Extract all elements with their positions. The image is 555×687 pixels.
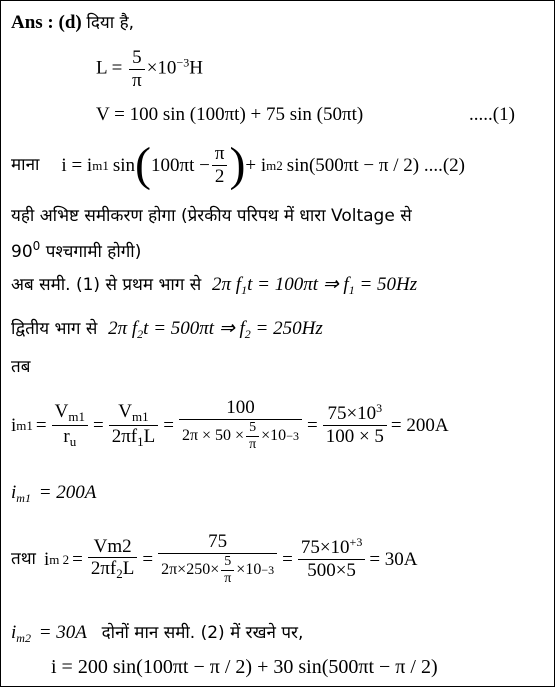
fraction-100-over-expr: 100 2π × 50 × $\frac{5}{\pi}$ ×10 −3: [179, 397, 302, 453]
mana-label: माना: [11, 154, 40, 175]
text-line-1: यही अभिष्ट समीकरण होगा (प्रेरकीय परिपथ में धारा Voltage से: [11, 206, 412, 226]
fraction-75e3-over-2500: $\frac{75\times 10^{+3}}{500\times 5}$: [298, 536, 366, 582]
fraction-5-over-pi: $\frac{5}{\pi}$: [129, 47, 145, 92]
given-label: दिया है,: [86, 13, 135, 33]
im2-line: $i_{m2} = 30A$ दोनों मान समी. (2) में रखने पर,: [11, 622, 304, 645]
f1-line: अब समी. (1) से प्रथम भाग से 2π $f_1t = 100\pi t$ ⇒ $f_1 = 50Hz$: [11, 274, 418, 297]
equation-V: V = 100 sin (100πt) + 75 sin (50πt): [96, 104, 364, 125]
tatha-label: तथा: [11, 548, 36, 569]
text-line-2: $90^0$ पश्चगामी होगी): [11, 239, 142, 262]
final-equation: i = 200 sin(100πt − π / 2) + 30 sin(500πt − π / 2): [51, 656, 438, 678]
equation-i: माना i = i m1 sin ( 100πt − $\frac{\pi}{2}$ ) + i m2 sin(500πt − π / 2) ....(2): [11, 138, 465, 191]
fraction-vm1-over-2pif1L: $\frac{V_{m1}}{2\pi f_1L}$: [109, 401, 159, 450]
fraction-75-over-expr: 75 2π×250× $\frac{5}{\pi}$ ×10 −3: [158, 531, 277, 587]
equation-im1: i m1 = $\frac{V_{m1}}{r_u}$ = $\frac{V_{m1}}{2\pi f_1L}$ = 100 2π × 50 × $\frac{5}{\pi}$ ×10 −3 = $\frac{75\times 10^3}{100 \times 5}$ = 200A: [11, 396, 449, 452]
fraction-75e3-over-500: $\frac{75\times 10^3}{100 \times 5}$: [323, 402, 387, 448]
fraction-pi-over-2: $\frac{\pi}{2}$: [212, 143, 228, 188]
equation-ref-1: .....(1): [469, 104, 515, 125]
fraction-vm2-over-2pif2L: $\frac{Vm2}{2\pi f_2L}$: [88, 536, 138, 583]
header: [11, 13, 134, 32]
ans-label: Ans : (d): [11, 12, 82, 33]
f2-line: द्वितीय भाग से 2π $f_2t = 500\pi t$ ⇒ $f_2 = 250Hz$: [11, 318, 323, 341]
equation-im2: तथा i m 2 = $\frac{Vm2}{2\pi f_2L}$ = 75 2π×250× $\frac{5}{\pi}$ ×10 −3 = $\frac{75\times 10^{+3}}{500\times 5}$ = 30A: [11, 530, 418, 586]
fraction-vm1-over-ru: $\frac{V_{m1}}{r_u}$: [52, 401, 88, 450]
tab-label: तब: [11, 357, 31, 377]
equation-L: L = $\frac{5}{\pi}$ $\times 10^{-3}H$: [96, 47, 203, 91]
im1-result: $i_{m1} = 200A$: [11, 482, 97, 505]
